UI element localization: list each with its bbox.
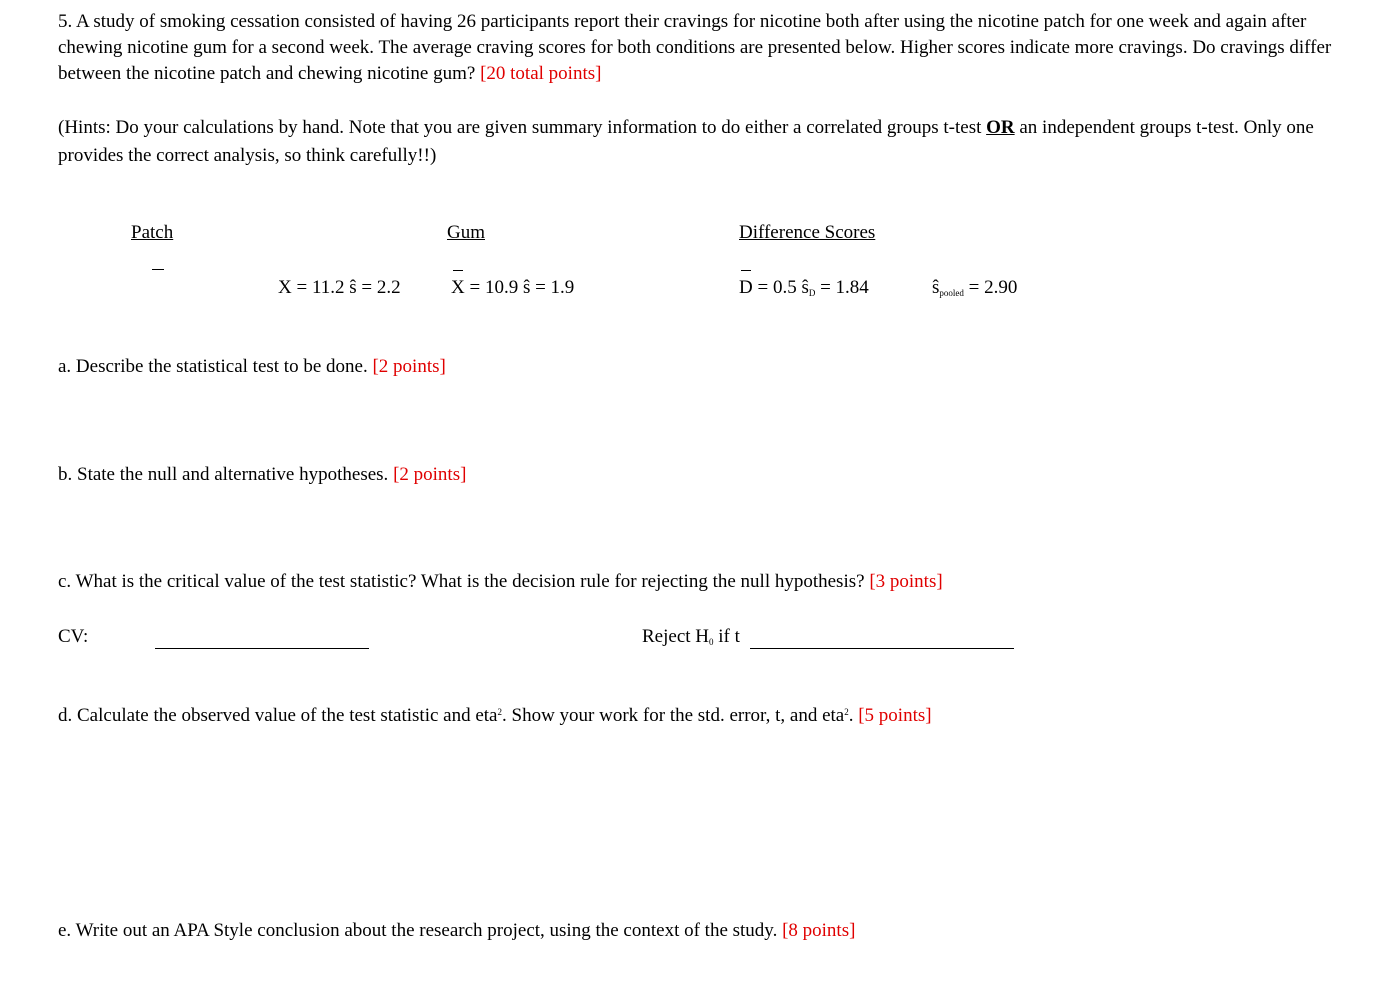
part-d-text-end: . <box>848 705 854 726</box>
pooled-sub: pooled <box>939 288 964 298</box>
part-d-points: [5 points] <box>858 705 932 726</box>
part-d-sup-2: 2 <box>844 707 849 717</box>
header-patch: Patch <box>131 222 174 243</box>
part-c <box>58 571 943 593</box>
header-gum: Gum <box>447 222 485 243</box>
diff-stats-a: = 0.5 ŝ <box>757 277 809 298</box>
diff-stats-b: = 1.84 <box>820 277 869 298</box>
part-b-points: [2 points] <box>393 464 467 485</box>
part-c-text: c. What is the critical value of the test statistic? What is the decision rule for rejecting the null hypothesis? <box>58 571 865 592</box>
cv-answer-line[interactable] <box>155 648 369 649</box>
part-a-text: a. Describe the statistical test to be done. <box>58 356 368 377</box>
question-intro <box>58 9 1348 87</box>
part-a-points: [2 points] <box>372 356 446 377</box>
patch-mean-symbol: X <box>278 277 292 298</box>
patch-stats <box>278 277 401 299</box>
total-points: [20 total points] <box>480 63 602 84</box>
patch-mean-bar <box>152 269 164 270</box>
question-intro-text: 5. A study of smoking cessation consisted of having 26 participants report their cravings for nicotine both after using the nicotine patch for one week and again after chewing nicotine gum for a second week. The average craving scores for both conditions are presented below. Higher scores indicate more cravings. Do cravings differ between the nicotine patch and chewing nicotine gum? <box>58 11 1332 84</box>
part-d-sup-1: 2 <box>497 707 502 717</box>
part-b <box>58 464 466 486</box>
part-e <box>58 920 855 942</box>
reject-answer-line[interactable] <box>750 648 1014 649</box>
part-b-text: b. State the null and alternative hypotheses. <box>58 464 389 485</box>
diff-sub: D <box>808 288 816 298</box>
cv-label: CV: <box>58 626 89 647</box>
difference-stats <box>739 277 869 299</box>
pooled-stats-values: = 2.90 <box>968 277 1018 298</box>
part-e-points: [8 points] <box>782 920 856 941</box>
reject-rule <box>642 626 740 648</box>
hint-or: OR <box>986 117 1015 138</box>
hint-after: an independent groups t-test. Only one provides the correct analysis, so think carefully!!) <box>58 117 1314 166</box>
part-c-points: [3 points] <box>869 571 943 592</box>
reject-sub: 0 <box>709 637 714 647</box>
reject-label: Reject H <box>642 626 710 647</box>
patch-stats-values: = 11.2 ŝ = 2.2 <box>296 277 401 298</box>
pooled-stats <box>932 277 1017 299</box>
reject-after: if t <box>718 626 740 647</box>
part-d <box>58 705 932 727</box>
pooled-symbol: ŝ <box>932 277 940 298</box>
hint-before: (Hints: Do your calculations by hand. Note that you are given summary information to do either a correlated groups t-test <box>58 117 982 138</box>
part-e-text: e. Write out an APA Style conclusion about the research project, using the context of the study. <box>58 920 778 941</box>
diff-mean-symbol: D <box>739 277 753 298</box>
header-difference-scores: Difference Scores <box>739 222 876 243</box>
part-d-text-mid: . Show your work for the std. error, t, and eta <box>502 705 845 726</box>
part-d-text-before: d. Calculate the observed value of the test statistic and eta <box>58 705 498 726</box>
gum-mean-symbol: X <box>451 277 465 298</box>
gum-stats <box>451 277 574 299</box>
part-a <box>58 356 446 378</box>
hints-paragraph <box>58 114 1348 170</box>
gum-stats-values: = 10.9 ŝ = 1.9 <box>469 277 575 298</box>
